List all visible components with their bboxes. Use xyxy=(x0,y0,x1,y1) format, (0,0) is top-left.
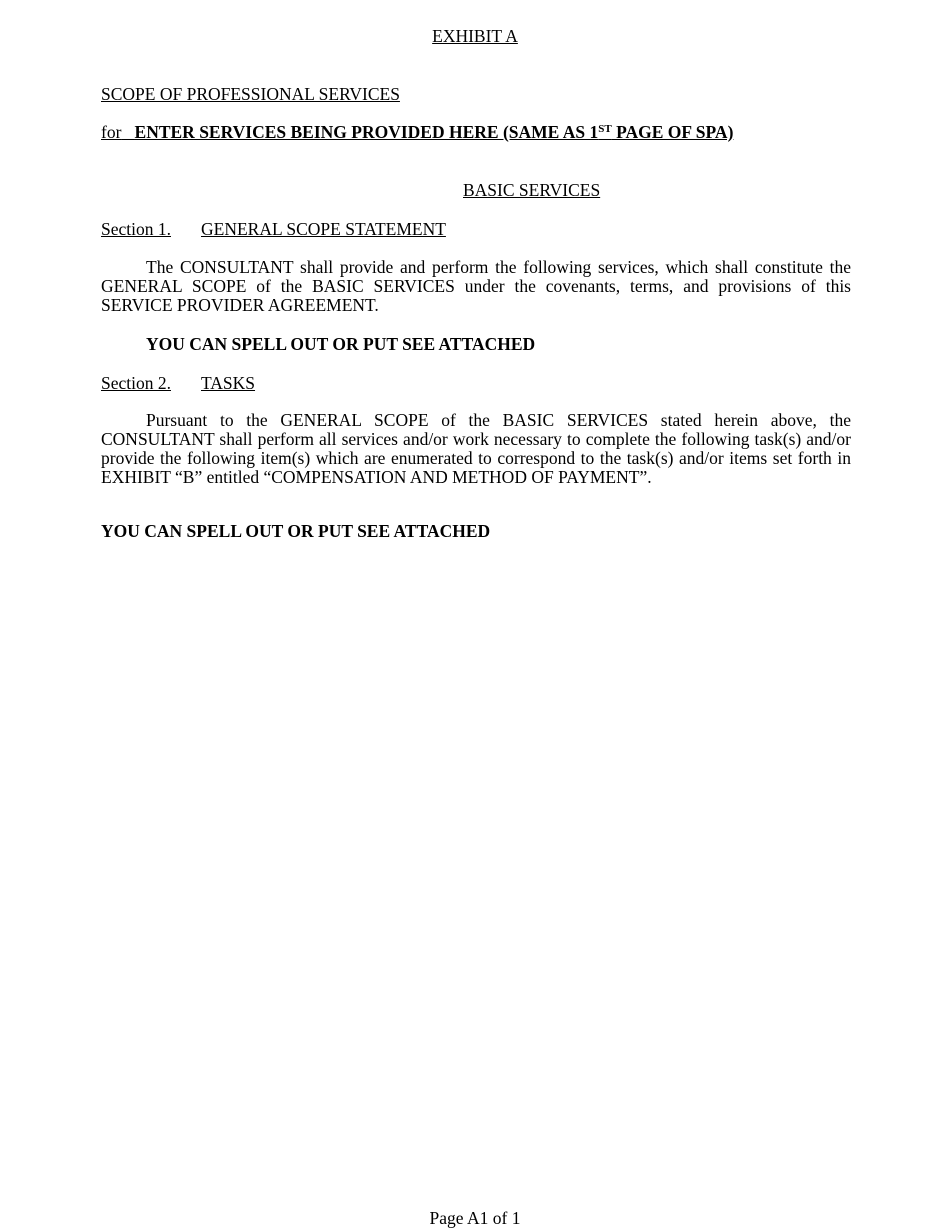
section1-paragraph-text: The CONSULTANT shall provide and perform the following services, which shall constitute the GENERAL SCOPE of the BASIC SERVICES under the covenants, terms, and provisions of this SERVICE PROVIDER AGREEMENT. xyxy=(101,257,851,315)
for-prefix: for xyxy=(101,122,122,142)
services-superscript: ST xyxy=(598,123,612,135)
section2-title: TASKS xyxy=(201,373,256,393)
section1-heading xyxy=(101,219,171,240)
section1-placeholder: YOU CAN SPELL OUT OR PUT SEE ATTACHED xyxy=(146,334,536,354)
services-placeholder xyxy=(135,122,734,142)
for-services-line xyxy=(101,122,733,143)
services-text-pre: ENTER SERVICES BEING PROVIDED HERE (SAME AS 1 xyxy=(134,122,599,142)
services-text-post: PAGE OF SPA) xyxy=(611,122,734,142)
scope-heading: SCOPE OF PROFESSIONAL SERVICES xyxy=(101,84,400,104)
section1-number: Section 1. xyxy=(101,219,171,239)
section2-paragraph xyxy=(101,411,851,487)
section2-number: Section 2. xyxy=(101,373,171,393)
section2-paragraph-text: Pursuant to the GENERAL SCOPE of the BASIC SERVICES stated herein above, the CONSULTANT shall perform all services and/or work necessary to complete the following task(s) and/or provide the following item(s) which are enumerated to correspond to the task(s) and/or items set forth in EXHIBIT “B” entitled “COMPENSATION AND METHOD OF PAYMENT”. xyxy=(101,410,851,487)
section1-paragraph xyxy=(101,258,851,315)
section2-placeholder: YOU CAN SPELL OUT OR PUT SEE ATTACHED xyxy=(101,521,491,541)
basic-services-heading: BASIC SERVICES xyxy=(463,180,601,200)
document-page xyxy=(0,26,950,47)
exhibit-title: EXHIBIT A xyxy=(432,26,518,46)
section2-heading xyxy=(101,373,171,394)
page-footer: Page A1 of 1 xyxy=(429,1208,521,1228)
section1-title: GENERAL SCOPE STATEMENT xyxy=(201,219,446,239)
